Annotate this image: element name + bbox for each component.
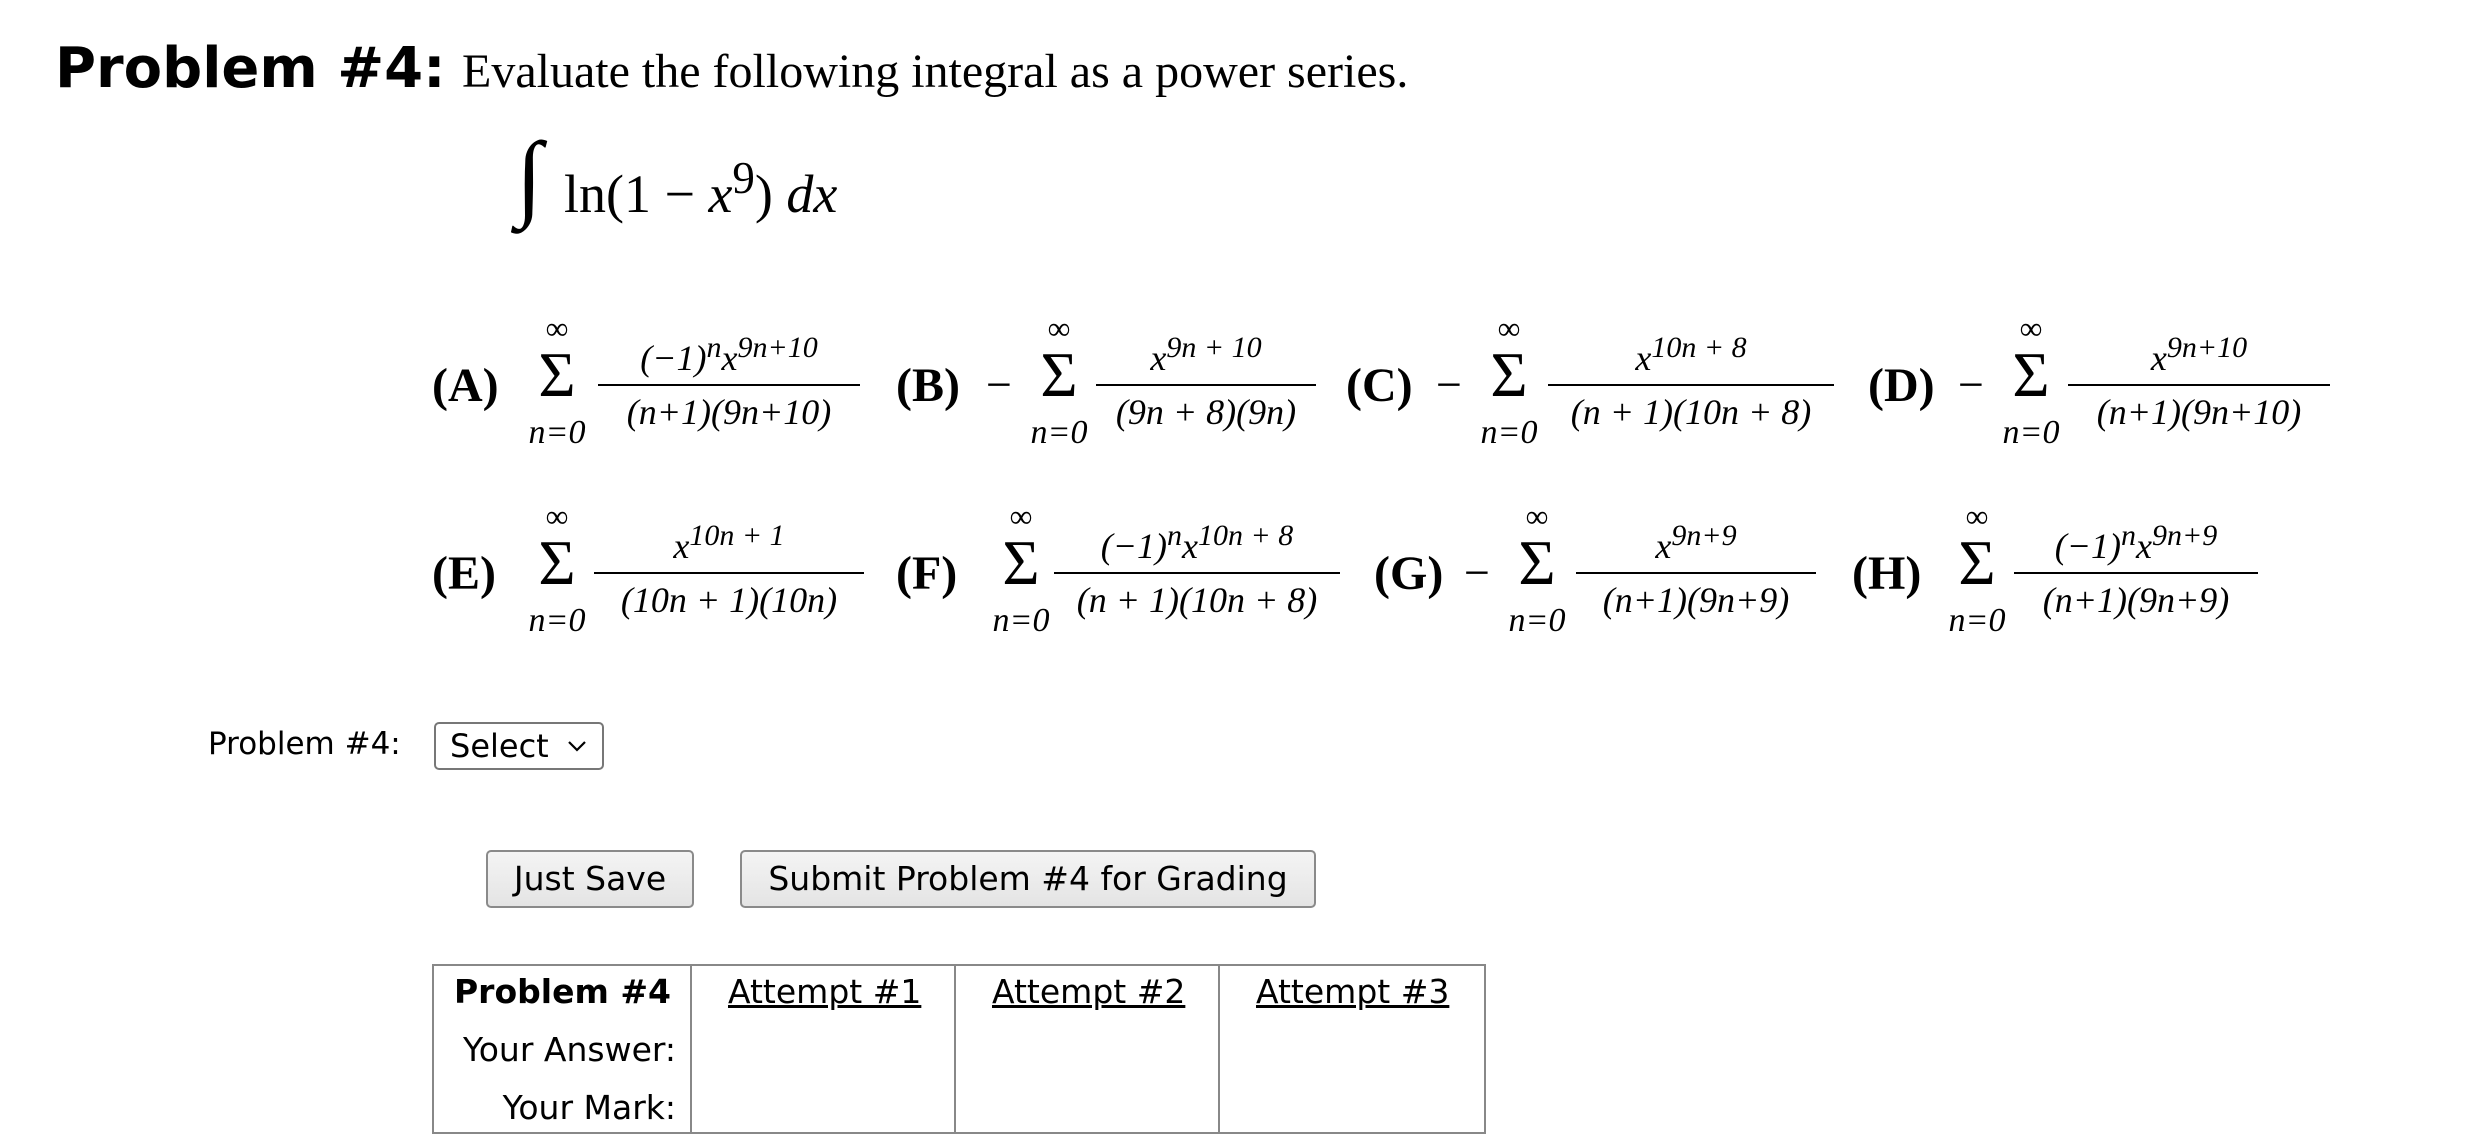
fraction-numerator: $(-1)^nx^{9n+9}$: [2054, 519, 2218, 566]
fraction-denominator: (n+1)(9n+9): [2042, 580, 2230, 620]
fraction-denominator: (n+1)(9n+10): [626, 392, 832, 432]
summation: [1996, 312, 2066, 472]
summation-upper-limit: ∞: [1009, 498, 1033, 534]
summation: [1024, 312, 1094, 472]
summation-lower-limit: n=0: [1030, 414, 1088, 451]
row-label-your-mark: Your Mark:: [502, 1088, 676, 1127]
summation-upper-limit: ∞: [2019, 310, 2043, 346]
sigma-symbol: Σ: [1002, 527, 1040, 598]
summation-lower-limit: n=0: [1480, 414, 1538, 451]
summation: [1474, 312, 1544, 472]
summation: [1502, 500, 1572, 660]
fraction-denominator: (n + 1)(10n + 8): [1570, 392, 1812, 432]
option-letter: (G): [1374, 547, 1444, 600]
fraction-numerator: $x^{10n + 8}$: [1635, 331, 1747, 378]
option-e: [432, 498, 838, 660]
integral-sign: ∫: [516, 122, 543, 229]
integrand: $\ln(1 - x^9)$ dx: [564, 153, 838, 224]
problem-prompt: Evaluate the following integral as a power series.: [462, 45, 1409, 98]
summation-lower-limit: n=0: [2002, 414, 2060, 451]
table-divider: [954, 966, 956, 1132]
attempt-1-link[interactable]: Attempt #1: [728, 972, 922, 1011]
fraction-numerator: $(-1)^nx^{9n+10}$: [640, 331, 818, 378]
option-d: [1868, 310, 2302, 472]
sigma-symbol: Σ: [538, 527, 576, 598]
table-header-problem: Problem #4: [454, 972, 671, 1011]
submit-for-grading-button[interactable]: Submit Problem #4 for Grading: [740, 850, 1316, 908]
fraction-denominator: (9n + 8)(9n): [1115, 392, 1297, 432]
option-letter: (F): [896, 547, 958, 600]
fraction-numerator: $x^{10n + 1}$: [673, 519, 785, 566]
option-letter: (C): [1346, 359, 1413, 412]
summation-lower-limit: n=0: [528, 602, 586, 639]
summation: [1942, 500, 2012, 660]
summation-upper-limit: ∞: [545, 310, 569, 346]
option-letter: (H): [1852, 547, 1922, 600]
sigma-symbol: Σ: [2012, 339, 2050, 410]
sigma-symbol: Σ: [538, 339, 576, 410]
option-minus-sign: −: [1464, 547, 1490, 598]
sigma-symbol: Σ: [1490, 339, 1528, 410]
attempt-2-link[interactable]: Attempt #2: [992, 972, 1186, 1011]
option-c: [1346, 310, 1812, 472]
summation-upper-limit: ∞: [1525, 498, 1549, 534]
option-letter: (B): [896, 359, 960, 412]
summation: [522, 500, 592, 660]
fraction: [1576, 510, 1816, 626]
option-letter: (A): [432, 359, 499, 412]
fraction: [1054, 510, 1340, 626]
attempt-3-link[interactable]: Attempt #3: [1256, 972, 1450, 1011]
option-letter: (E): [432, 547, 496, 600]
answer-select-value: Select: [450, 727, 549, 765]
option-minus-sign: −: [1958, 359, 1984, 410]
fraction: [598, 322, 860, 438]
fraction: [2068, 322, 2330, 438]
option-g: [1374, 498, 1790, 660]
summation-lower-limit: n=0: [1508, 602, 1566, 639]
summation-upper-limit: ∞: [1965, 498, 1989, 534]
option-minus-sign: −: [986, 359, 1012, 410]
attempts-table: [432, 964, 1486, 1134]
summation-upper-limit: ∞: [545, 498, 569, 534]
answer-select[interactable]: [434, 722, 604, 770]
row-label-your-answer: Your Answer:: [462, 1030, 676, 1069]
fraction-denominator: (n+1)(9n+9): [1602, 580, 1790, 620]
option-f: [896, 498, 1318, 660]
fraction: [1096, 322, 1316, 438]
fraction: [594, 510, 864, 626]
fraction-denominator: (10n + 1)(10n): [620, 580, 838, 620]
sigma-symbol: Σ: [1040, 339, 1078, 410]
fraction-denominator: (n + 1)(10n + 8): [1076, 580, 1318, 620]
fraction: [1548, 322, 1834, 438]
fraction-numerator: $x^{9n + 10}$: [1150, 331, 1262, 378]
chevron-down-icon: [566, 726, 588, 780]
sigma-symbol: Σ: [1958, 527, 1996, 598]
option-h: [1852, 500, 2252, 660]
fraction-numerator: $x^{9n+9}$: [1655, 519, 1737, 566]
summation-lower-limit: n=0: [528, 414, 586, 451]
summation-upper-limit: ∞: [1497, 310, 1521, 346]
summation-lower-limit: n=0: [992, 602, 1050, 639]
option-letter: (D): [1868, 359, 1935, 412]
fraction-denominator: (n+1)(9n+10): [2096, 392, 2302, 432]
summation-lower-limit: n=0: [1948, 602, 2006, 639]
option-b: [896, 312, 1296, 472]
sigma-symbol: Σ: [1518, 527, 1556, 598]
fraction-numerator: $(-1)^nx^{10n + 8}$: [1100, 519, 1294, 566]
answer-label: Problem #4:: [208, 726, 401, 762]
option-minus-sign: −: [1436, 359, 1462, 410]
option-a: [432, 312, 832, 472]
summation: [986, 500, 1056, 660]
just-save-button[interactable]: Just Save: [486, 850, 694, 908]
table-divider: [690, 966, 692, 1132]
fraction: [2014, 510, 2258, 626]
summation: [522, 312, 592, 472]
table-divider: [1218, 966, 1220, 1132]
fraction-numerator: $x^{9n+10}$: [2150, 331, 2248, 378]
problem-heading-label: Problem #4:: [55, 36, 446, 101]
summation-upper-limit: ∞: [1047, 310, 1071, 346]
